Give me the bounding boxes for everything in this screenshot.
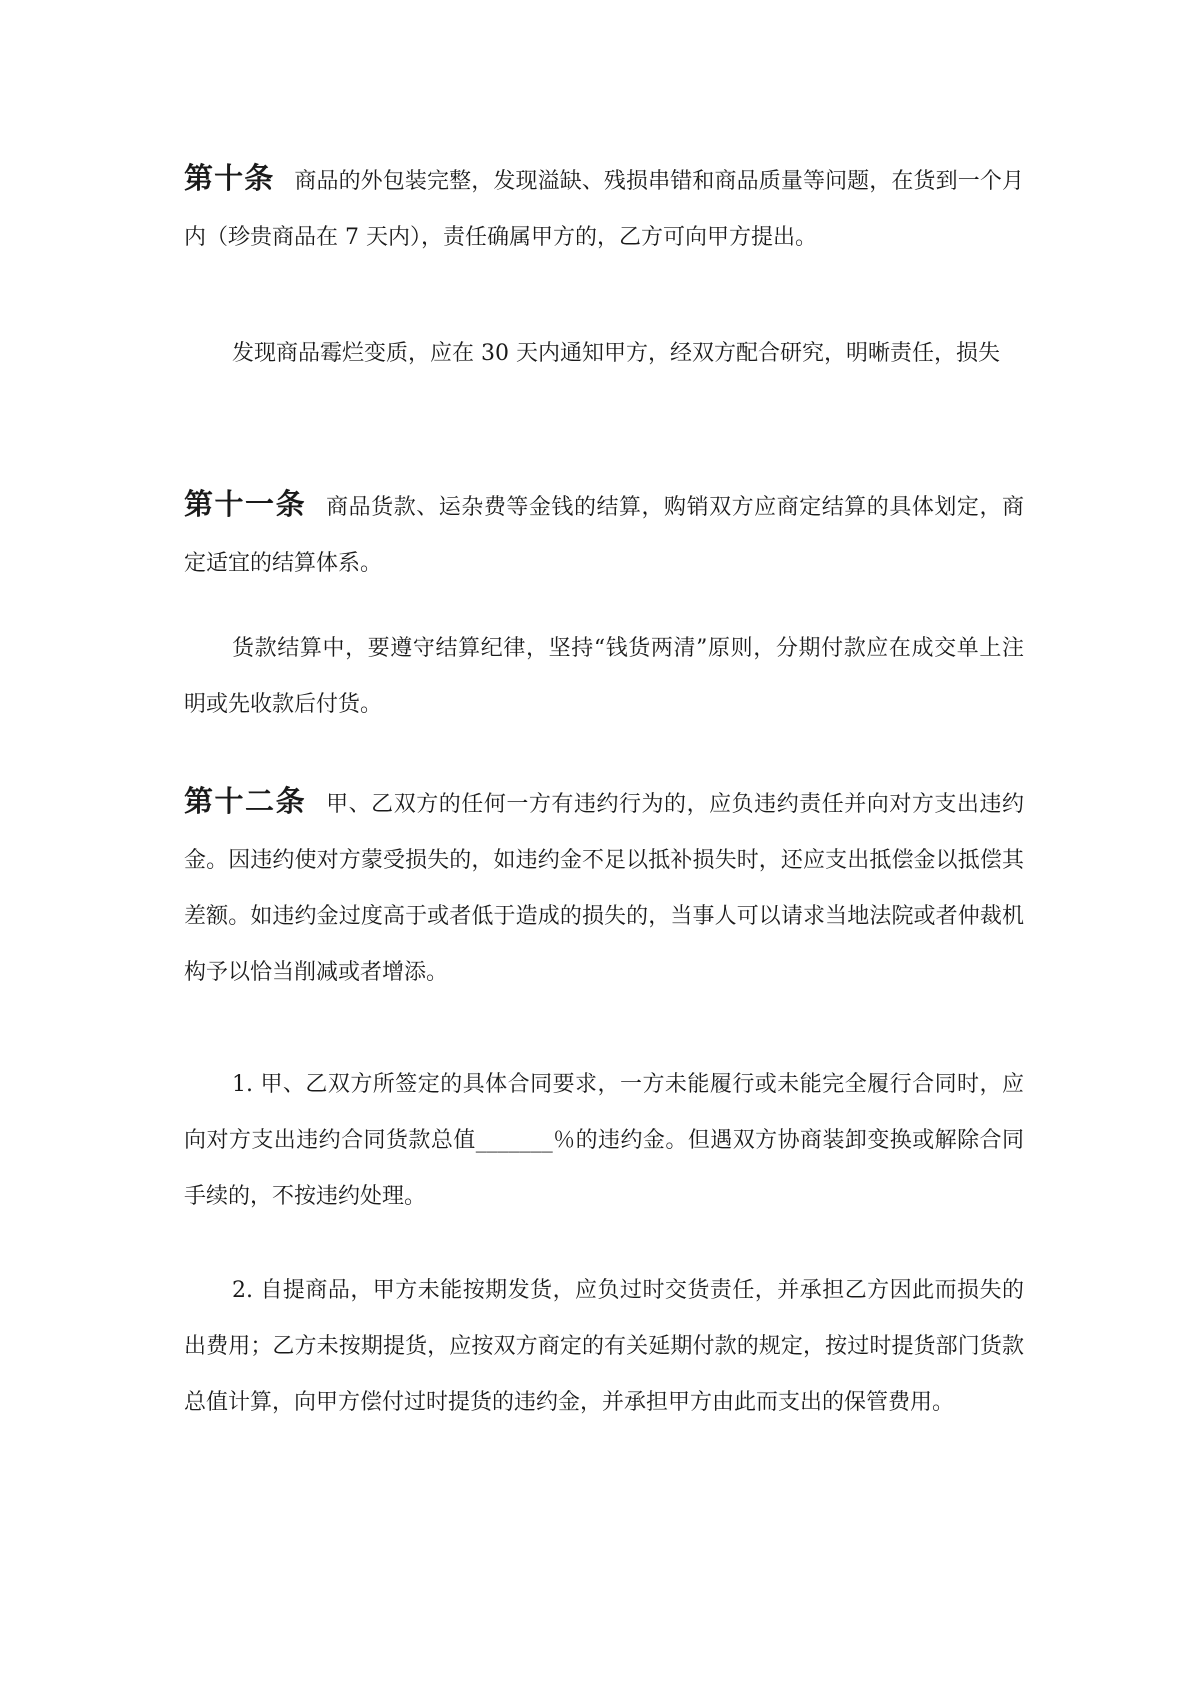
article-text: 甲、乙双方的任何一方有违约行为的，应负违约责任并向对方支出违约金。因违约使对方蒙受损失的，如违约金不足以抵补损失时，还应支出抵偿金以抵偿其差额。如违约金过度高于或者低于造成的损失的，当事人可以请求当地法院或者仲裁机构予以恰当削减或者增添。 — [184, 792, 1024, 985]
article-title: 第十条 — [184, 161, 275, 195]
article-10 — [184, 150, 1024, 266]
article-11 — [184, 476, 1024, 592]
article-title: 第十一条 — [184, 487, 307, 521]
article-text: 商品货款、运杂费等金钱的结算，购销双方应商定结算的具体划定，商定适宜的结算体系。 — [184, 495, 1024, 576]
paragraph: 货款结算中，要遵守结算纪律，坚持“钱货两清”原则，分期付款应在成交单上注明或先收款后付货。 — [184, 636, 1024, 717]
paragraph: 发现商品霉烂变质，应在 30 天内通知甲方，经双方配合研究，明晰责任，损失 — [232, 341, 1000, 366]
article-title: 第十二条 — [184, 784, 307, 818]
article-12 — [184, 773, 1024, 1001]
list-item: 1. 甲、乙双方所签定的具体合同要求，一方未能履行或未能完全履行合同时，应向对方支出违约合同货款总值_______％的违约金。但遇双方协商装卸变换或解除合同手续的，不按违约处理。 — [184, 1072, 1024, 1209]
list-item: 2. 自提商品，甲方未能按期发货，应负过时交货责任，并承担乙方因此而损失的出费用；乙方未按期提货，应按双方商定的有关延期付款的规定，按过时提货部门货款总值计算，向甲方偿付过时提货的违约金，并承担甲方由此而支出的保管费用。 — [184, 1278, 1024, 1415]
article-text: 商品的外包装完整，发现溢缺、残损串错和商品质量等问题，在货到一个月内（珍贵商品在 7 天内），责任确属甲方的，乙方可向甲方提出。 — [184, 169, 1024, 250]
